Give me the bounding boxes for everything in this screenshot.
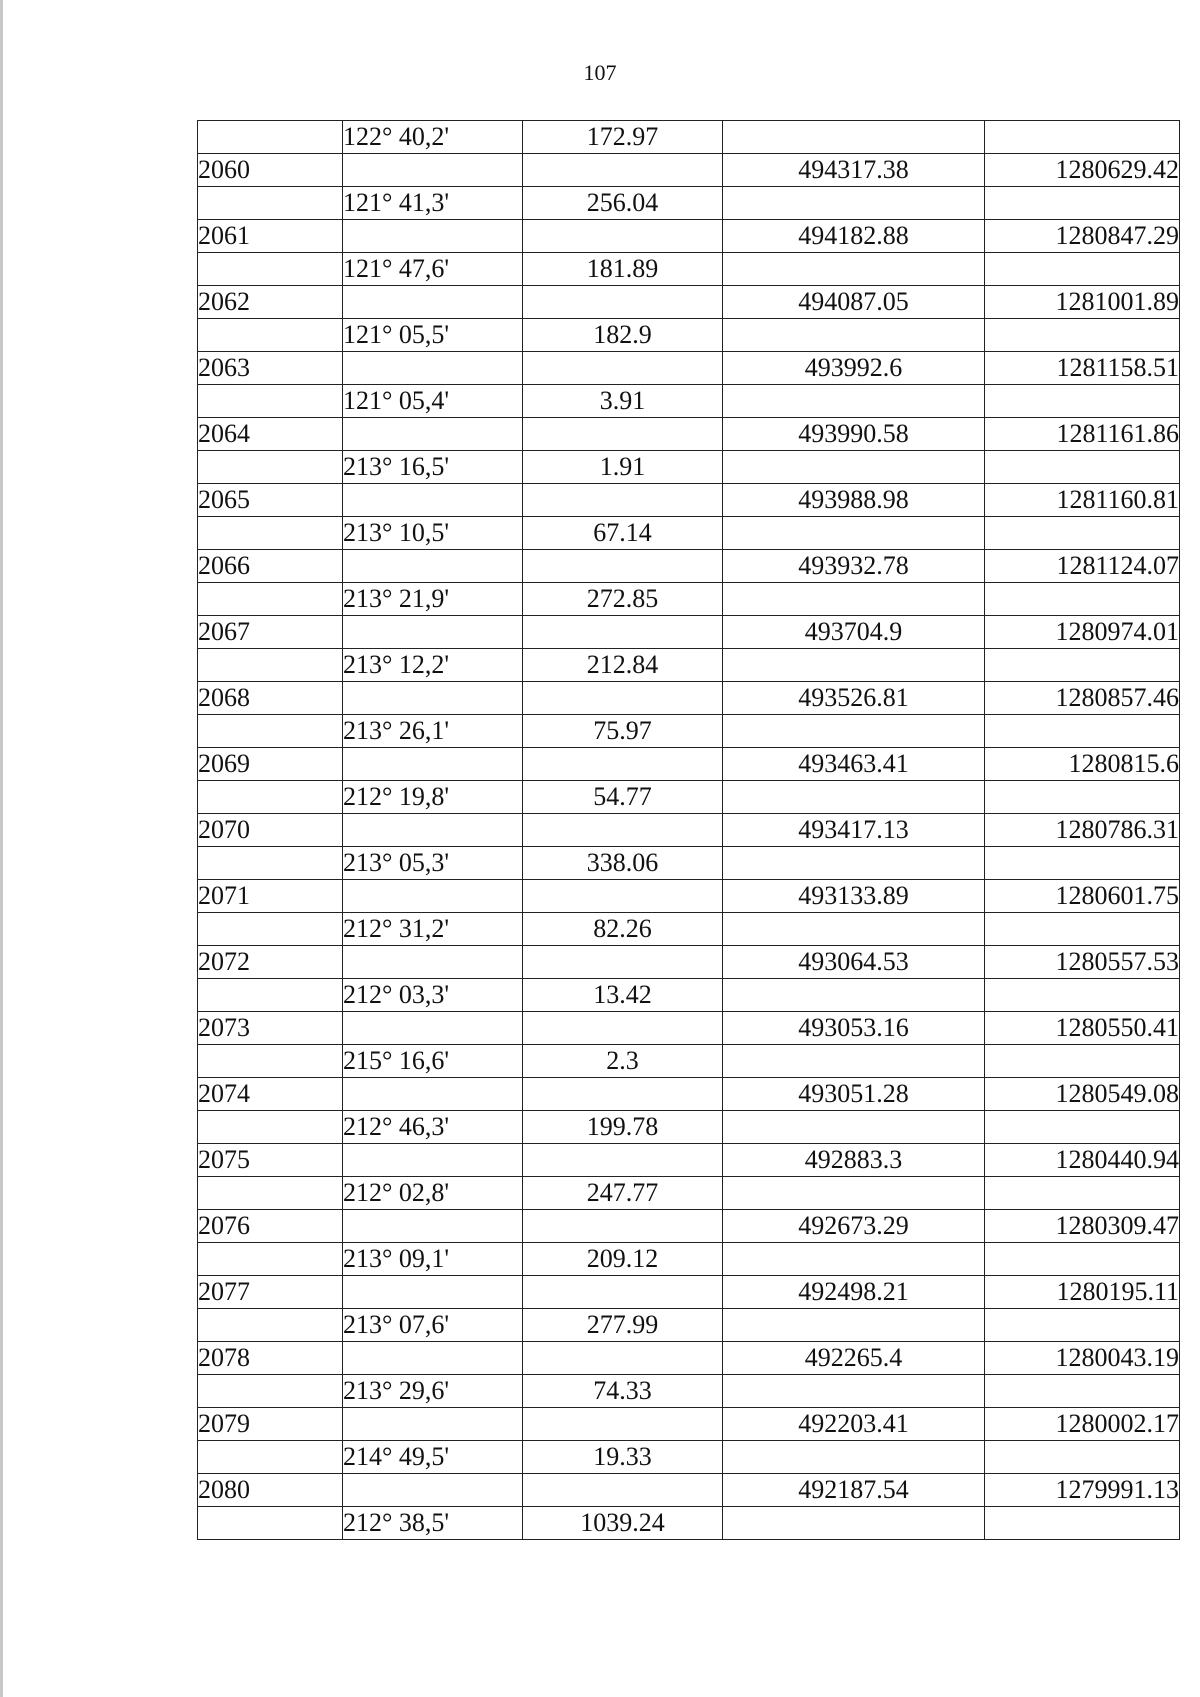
- point-number-cell: [198, 253, 343, 286]
- segment-row: [198, 583, 1180, 616]
- segment-row: [198, 319, 1180, 352]
- x-coordinate-cell: 492883.3: [723, 1144, 985, 1177]
- distance-cell: 212.84: [523, 649, 723, 682]
- point-number-cell: [198, 319, 343, 352]
- distance-cell: 338.06: [523, 847, 723, 880]
- x-coordinate-cell: [723, 517, 985, 550]
- point-number-cell: 2068: [198, 682, 343, 715]
- bearing-angle-cell: 213° 21,9': [343, 583, 523, 616]
- distance-cell: [523, 616, 723, 649]
- point-number-cell: [198, 517, 343, 550]
- x-coordinate-cell: 493990.58: [723, 418, 985, 451]
- bearing-angle-cell: 213° 05,3': [343, 847, 523, 880]
- y-coordinate-cell: 1280002.17: [985, 1408, 1180, 1441]
- distance-cell: 272.85: [523, 583, 723, 616]
- point-row: [198, 550, 1180, 583]
- y-coordinate-cell: 1280195.11: [985, 1276, 1180, 1309]
- point-row: [198, 220, 1180, 253]
- bearing-angle-cell: [343, 880, 523, 913]
- bearing-angle-cell: 213° 16,5': [343, 451, 523, 484]
- y-coordinate-cell: 1280440.94: [985, 1144, 1180, 1177]
- y-coordinate-cell: [985, 913, 1180, 946]
- bearing-angle-cell: 213° 10,5': [343, 517, 523, 550]
- coordinate-table: [197, 120, 1180, 1540]
- distance-cell: 2.3: [523, 1045, 723, 1078]
- scan-edge-shadow: [0, 0, 3, 1697]
- x-coordinate-cell: 492203.41: [723, 1408, 985, 1441]
- point-number-cell: 2074: [198, 1078, 343, 1111]
- point-number-cell: [198, 1441, 343, 1474]
- distance-cell: [523, 1144, 723, 1177]
- x-coordinate-cell: 493051.28: [723, 1078, 985, 1111]
- point-row: [198, 1078, 1180, 1111]
- bearing-angle-cell: [343, 1408, 523, 1441]
- bearing-angle-cell: 213° 09,1': [343, 1243, 523, 1276]
- segment-row: [198, 715, 1180, 748]
- distance-cell: [523, 682, 723, 715]
- y-coordinate-cell: 1281001.89: [985, 286, 1180, 319]
- y-coordinate-cell: [985, 1309, 1180, 1342]
- bearing-angle-cell: [343, 1078, 523, 1111]
- segment-row: [198, 385, 1180, 418]
- bearing-angle-cell: 212° 46,3': [343, 1111, 523, 1144]
- y-coordinate-cell: 1280815.6: [985, 748, 1180, 781]
- point-row: [198, 418, 1180, 451]
- x-coordinate-cell: 494182.88: [723, 220, 985, 253]
- point-row: [198, 616, 1180, 649]
- segment-row: [198, 451, 1180, 484]
- x-coordinate-cell: 494317.38: [723, 154, 985, 187]
- x-coordinate-cell: [723, 187, 985, 220]
- point-number-cell: 2070: [198, 814, 343, 847]
- x-coordinate-cell: [723, 1177, 985, 1210]
- y-coordinate-cell: [985, 517, 1180, 550]
- point-row: [198, 1144, 1180, 1177]
- y-coordinate-cell: [985, 1045, 1180, 1078]
- point-row: [198, 1474, 1180, 1507]
- distance-cell: [523, 1474, 723, 1507]
- bearing-angle-cell: 212° 03,3': [343, 979, 523, 1012]
- y-coordinate-cell: [985, 583, 1180, 616]
- distance-cell: [523, 550, 723, 583]
- distance-cell: 256.04: [523, 187, 723, 220]
- y-coordinate-cell: [985, 385, 1180, 418]
- bearing-angle-cell: 212° 19,8': [343, 781, 523, 814]
- distance-cell: [523, 1408, 723, 1441]
- point-number-cell: 2066: [198, 550, 343, 583]
- segment-row: [198, 781, 1180, 814]
- bearing-angle-cell: [343, 682, 523, 715]
- point-number-cell: [198, 385, 343, 418]
- segment-row: [198, 1309, 1180, 1342]
- distance-cell: [523, 1342, 723, 1375]
- x-coordinate-cell: 492265.4: [723, 1342, 985, 1375]
- bearing-angle-cell: [343, 946, 523, 979]
- point-number-cell: 2065: [198, 484, 343, 517]
- x-coordinate-cell: 493133.89: [723, 880, 985, 913]
- x-coordinate-cell: 493992.6: [723, 352, 985, 385]
- y-coordinate-cell: 1281160.81: [985, 484, 1180, 517]
- bearing-angle-cell: [343, 1474, 523, 1507]
- segment-row: [198, 1441, 1180, 1474]
- y-coordinate-cell: [985, 1507, 1180, 1540]
- point-number-cell: [198, 1309, 343, 1342]
- segment-row: [198, 1507, 1180, 1540]
- distance-cell: 19.33: [523, 1441, 723, 1474]
- bearing-angle-cell: [343, 352, 523, 385]
- y-coordinate-cell: [985, 1441, 1180, 1474]
- distance-cell: 209.12: [523, 1243, 723, 1276]
- point-number-cell: 2076: [198, 1210, 343, 1243]
- distance-cell: [523, 286, 723, 319]
- bearing-angle-cell: [343, 1144, 523, 1177]
- bearing-angle-cell: [343, 484, 523, 517]
- segment-row: [198, 1375, 1180, 1408]
- segment-row: [198, 517, 1180, 550]
- distance-cell: 54.77: [523, 781, 723, 814]
- y-coordinate-cell: 1280043.19: [985, 1342, 1180, 1375]
- distance-cell: [523, 1210, 723, 1243]
- bearing-angle-cell: [343, 1276, 523, 1309]
- y-coordinate-cell: [985, 979, 1180, 1012]
- segment-row: [198, 1045, 1180, 1078]
- y-coordinate-cell: [985, 451, 1180, 484]
- x-coordinate-cell: [723, 253, 985, 286]
- y-coordinate-cell: 1281158.51: [985, 352, 1180, 385]
- bearing-angle-cell: 213° 07,6': [343, 1309, 523, 1342]
- x-coordinate-cell: [723, 319, 985, 352]
- distance-cell: [523, 418, 723, 451]
- point-row: [198, 682, 1180, 715]
- point-number-cell: 2060: [198, 154, 343, 187]
- y-coordinate-cell: [985, 187, 1180, 220]
- bearing-angle-cell: 214° 49,5': [343, 1441, 523, 1474]
- point-number-cell: [198, 1111, 343, 1144]
- y-coordinate-cell: [985, 253, 1180, 286]
- segment-row: [198, 1111, 1180, 1144]
- bearing-angle-cell: [343, 154, 523, 187]
- y-coordinate-cell: [985, 781, 1180, 814]
- y-coordinate-cell: [985, 1243, 1180, 1276]
- x-coordinate-cell: [723, 1507, 985, 1540]
- y-coordinate-cell: 1281161.86: [985, 418, 1180, 451]
- y-coordinate-cell: 1280857.46: [985, 682, 1180, 715]
- x-coordinate-cell: 493064.53: [723, 946, 985, 979]
- x-coordinate-cell: 492498.21: [723, 1276, 985, 1309]
- point-row: [198, 1012, 1180, 1045]
- point-row: [198, 814, 1180, 847]
- point-row: [198, 1276, 1180, 1309]
- bearing-angle-cell: 212° 31,2': [343, 913, 523, 946]
- bearing-angle-cell: 212° 02,8': [343, 1177, 523, 1210]
- point-number-cell: [198, 1177, 343, 1210]
- bearing-angle-cell: [343, 550, 523, 583]
- segment-row: [198, 187, 1180, 220]
- bearing-angle-cell: 213° 12,2': [343, 649, 523, 682]
- y-coordinate-cell: 1280847.29: [985, 220, 1180, 253]
- segment-row: [198, 253, 1180, 286]
- point-number-cell: [198, 1045, 343, 1078]
- bearing-angle-cell: [343, 220, 523, 253]
- x-coordinate-cell: 493988.98: [723, 484, 985, 517]
- distance-cell: 277.99: [523, 1309, 723, 1342]
- distance-cell: [523, 352, 723, 385]
- page-number: 107: [583, 60, 617, 85]
- point-row: [198, 748, 1180, 781]
- distance-cell: [523, 814, 723, 847]
- x-coordinate-cell: [723, 1309, 985, 1342]
- distance-cell: 182.9: [523, 319, 723, 352]
- distance-cell: [523, 748, 723, 781]
- y-coordinate-cell: [985, 1111, 1180, 1144]
- distance-cell: 3.91: [523, 385, 723, 418]
- y-coordinate-cell: [985, 319, 1180, 352]
- x-coordinate-cell: [723, 979, 985, 1012]
- point-row: [198, 1342, 1180, 1375]
- bearing-angle-cell: 212° 38,5': [343, 1507, 523, 1540]
- y-coordinate-cell: [985, 121, 1180, 154]
- y-coordinate-cell: 1280786.31: [985, 814, 1180, 847]
- distance-cell: [523, 154, 723, 187]
- coordinate-table-body: [198, 121, 1180, 1540]
- x-coordinate-cell: [723, 1441, 985, 1474]
- bearing-angle-cell: [343, 616, 523, 649]
- point-number-cell: 2075: [198, 1144, 343, 1177]
- point-number-cell: 2067: [198, 616, 343, 649]
- point-number-cell: [198, 1507, 343, 1540]
- x-coordinate-cell: [723, 121, 985, 154]
- bearing-angle-cell: 121° 05,5': [343, 319, 523, 352]
- y-coordinate-cell: 1280557.53: [985, 946, 1180, 979]
- point-number-cell: [198, 979, 343, 1012]
- distance-cell: 247.77: [523, 1177, 723, 1210]
- y-coordinate-cell: [985, 1177, 1180, 1210]
- y-coordinate-cell: 1280309.47: [985, 1210, 1180, 1243]
- point-number-cell: 2072: [198, 946, 343, 979]
- y-coordinate-cell: 1281124.07: [985, 550, 1180, 583]
- distance-cell: 1039.24: [523, 1507, 723, 1540]
- segment-row: [198, 649, 1180, 682]
- bearing-angle-cell: [343, 748, 523, 781]
- distance-cell: 172.97: [523, 121, 723, 154]
- point-number-cell: 2061: [198, 220, 343, 253]
- distance-cell: 1.91: [523, 451, 723, 484]
- distance-cell: [523, 880, 723, 913]
- distance-cell: [523, 1012, 723, 1045]
- x-coordinate-cell: 493526.81: [723, 682, 985, 715]
- y-coordinate-cell: 1280629.42: [985, 154, 1180, 187]
- distance-cell: [523, 946, 723, 979]
- x-coordinate-cell: [723, 1111, 985, 1144]
- x-coordinate-cell: 493417.13: [723, 814, 985, 847]
- distance-cell: 181.89: [523, 253, 723, 286]
- bearing-angle-cell: 213° 29,6': [343, 1375, 523, 1408]
- y-coordinate-cell: 1280550.41: [985, 1012, 1180, 1045]
- y-coordinate-cell: 1280601.75: [985, 880, 1180, 913]
- point-number-cell: 2062: [198, 286, 343, 319]
- point-number-cell: [198, 847, 343, 880]
- bearing-angle-cell: 121° 05,4': [343, 385, 523, 418]
- x-coordinate-cell: 493932.78: [723, 550, 985, 583]
- distance-cell: 74.33: [523, 1375, 723, 1408]
- y-coordinate-cell: 1280549.08: [985, 1078, 1180, 1111]
- x-coordinate-cell: [723, 715, 985, 748]
- bearing-angle-cell: 213° 26,1': [343, 715, 523, 748]
- bearing-angle-cell: [343, 1342, 523, 1375]
- x-coordinate-cell: [723, 1243, 985, 1276]
- point-number-cell: 2064: [198, 418, 343, 451]
- x-coordinate-cell: 493463.41: [723, 748, 985, 781]
- x-coordinate-cell: 492673.29: [723, 1210, 985, 1243]
- bearing-angle-cell: [343, 286, 523, 319]
- point-number-cell: 2063: [198, 352, 343, 385]
- bearing-angle-cell: [343, 418, 523, 451]
- distance-cell: [523, 1078, 723, 1111]
- point-number-cell: [198, 715, 343, 748]
- point-row: [198, 154, 1180, 187]
- segment-row: [198, 979, 1180, 1012]
- y-coordinate-cell: [985, 1375, 1180, 1408]
- x-coordinate-cell: 493053.16: [723, 1012, 985, 1045]
- distance-cell: [523, 220, 723, 253]
- point-row: [198, 1210, 1180, 1243]
- x-coordinate-cell: [723, 583, 985, 616]
- x-coordinate-cell: [723, 649, 985, 682]
- point-number-cell: 2071: [198, 880, 343, 913]
- point-number-cell: 2073: [198, 1012, 343, 1045]
- distance-cell: 199.78: [523, 1111, 723, 1144]
- point-row: [198, 880, 1180, 913]
- x-coordinate-cell: 494087.05: [723, 286, 985, 319]
- x-coordinate-cell: [723, 385, 985, 418]
- point-number-cell: 2080: [198, 1474, 343, 1507]
- x-coordinate-cell: [723, 1045, 985, 1078]
- distance-cell: 75.97: [523, 715, 723, 748]
- point-number-cell: 2078: [198, 1342, 343, 1375]
- distance-cell: 13.42: [523, 979, 723, 1012]
- point-number-cell: [198, 1243, 343, 1276]
- bearing-angle-cell: 121° 41,3': [343, 187, 523, 220]
- x-coordinate-cell: 492187.54: [723, 1474, 985, 1507]
- x-coordinate-cell: [723, 847, 985, 880]
- point-number-cell: [198, 913, 343, 946]
- x-coordinate-cell: [723, 451, 985, 484]
- bearing-angle-cell: [343, 1210, 523, 1243]
- x-coordinate-cell: 493704.9: [723, 616, 985, 649]
- point-number-cell: [198, 1375, 343, 1408]
- point-number-cell: [198, 121, 343, 154]
- bearing-angle-cell: 122° 40,2': [343, 121, 523, 154]
- point-row: [198, 1408, 1180, 1441]
- y-coordinate-cell: [985, 715, 1180, 748]
- segment-row: [198, 1177, 1180, 1210]
- point-number-cell: 2069: [198, 748, 343, 781]
- bearing-angle-cell: 121° 47,6': [343, 253, 523, 286]
- point-number-cell: [198, 781, 343, 814]
- bearing-angle-cell: 215° 16,6': [343, 1045, 523, 1078]
- y-coordinate-cell: [985, 649, 1180, 682]
- distance-cell: [523, 484, 723, 517]
- point-number-cell: [198, 583, 343, 616]
- segment-row: [198, 847, 1180, 880]
- segment-row: [198, 913, 1180, 946]
- point-row: [198, 946, 1180, 979]
- y-coordinate-cell: [985, 847, 1180, 880]
- point-number-cell: 2079: [198, 1408, 343, 1441]
- y-coordinate-cell: 1279991.13: [985, 1474, 1180, 1507]
- point-number-cell: [198, 187, 343, 220]
- distance-cell: [523, 1276, 723, 1309]
- segment-row: [198, 121, 1180, 154]
- x-coordinate-cell: [723, 913, 985, 946]
- segment-row: [198, 1243, 1180, 1276]
- distance-cell: 67.14: [523, 517, 723, 550]
- x-coordinate-cell: [723, 1375, 985, 1408]
- x-coordinate-cell: [723, 781, 985, 814]
- bearing-angle-cell: [343, 814, 523, 847]
- y-coordinate-cell: 1280974.01: [985, 616, 1180, 649]
- point-row: [198, 286, 1180, 319]
- point-number-cell: [198, 649, 343, 682]
- distance-cell: 82.26: [523, 913, 723, 946]
- point-row: [198, 352, 1180, 385]
- point-number-cell: [198, 451, 343, 484]
- point-number-cell: 2077: [198, 1276, 343, 1309]
- bearing-angle-cell: [343, 1012, 523, 1045]
- point-row: [198, 484, 1180, 517]
